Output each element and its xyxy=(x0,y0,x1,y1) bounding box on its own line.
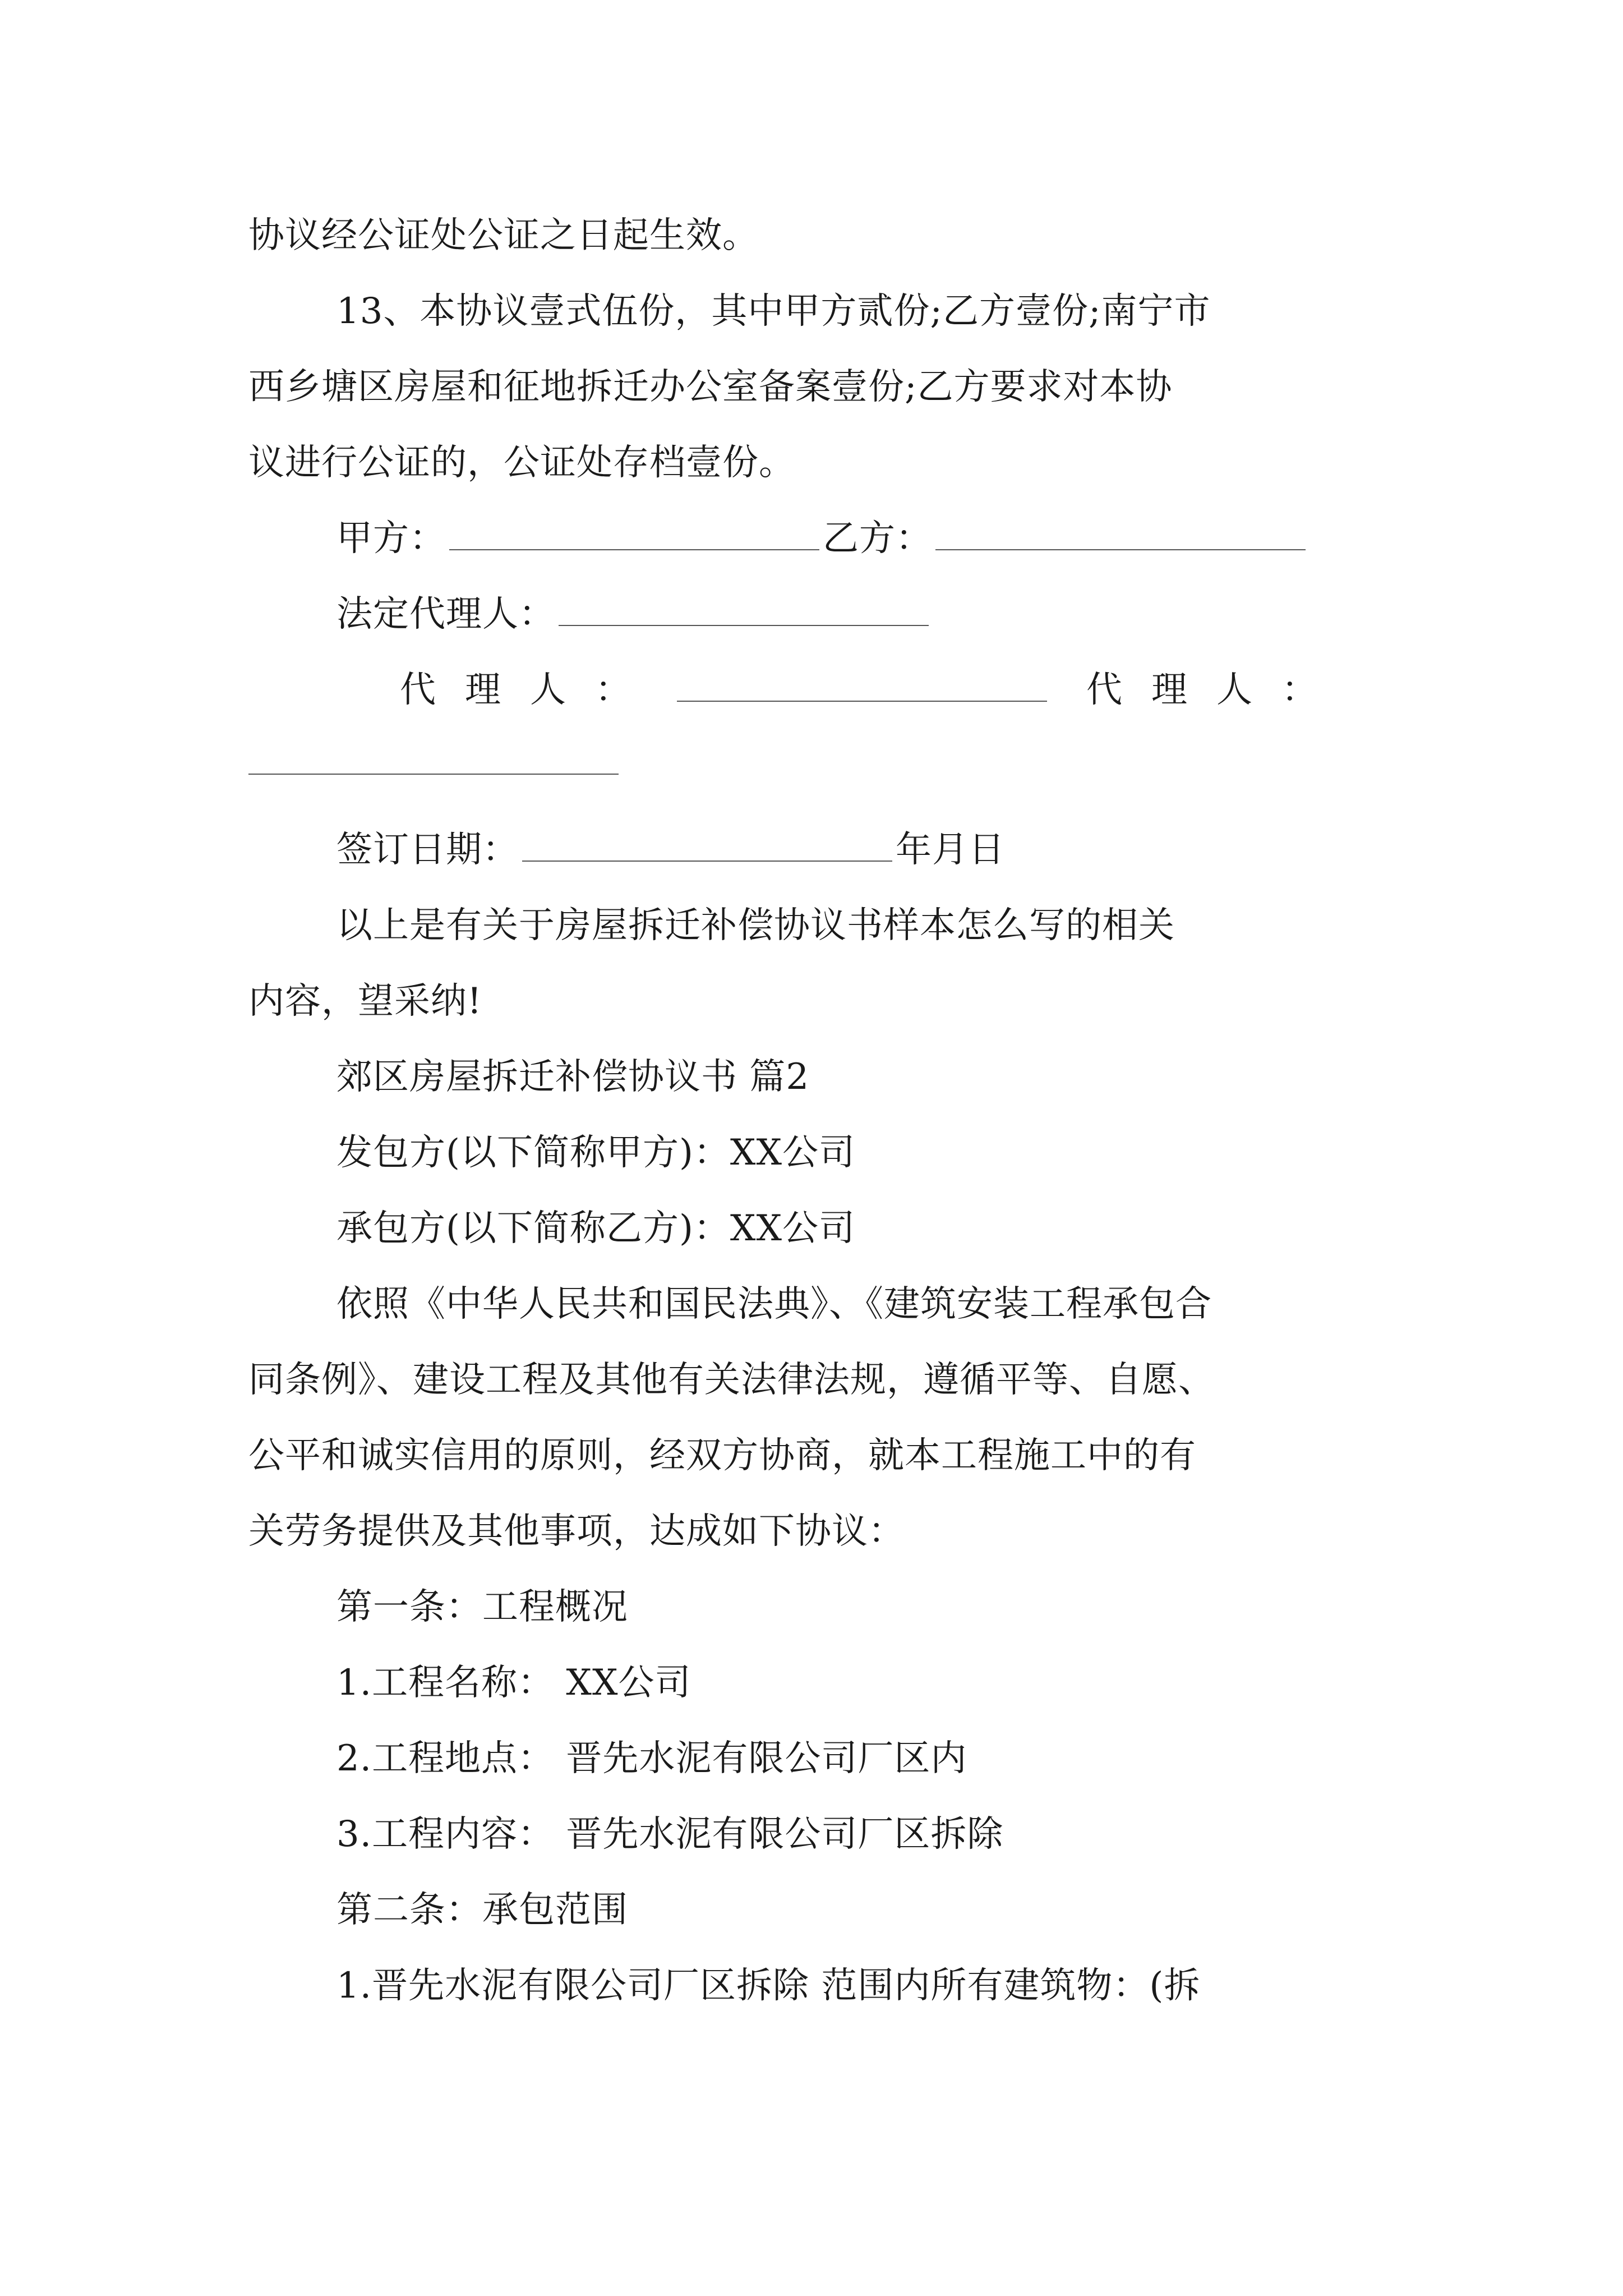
sign-date-label: 签订日期： xyxy=(336,829,519,871)
legal-rep-label: 法定代理人： xyxy=(336,593,555,635)
agent-left-blank xyxy=(677,701,1047,702)
agent-right-blank xyxy=(248,774,619,775)
closing-line: 内容，望采纳! xyxy=(248,981,482,1022)
preamble-line: 依照《中华人民共和国民法典》、《建筑安装工程承包合 xyxy=(336,1283,1212,1325)
paragraph-line: 协议经公证处公证之日起生效。 xyxy=(248,215,759,256)
article-item: 3.工程内容： 晋先水泥有限公司厂区拆除 xyxy=(336,1814,1004,1855)
preamble-line: 关劳务提供及其他事项，达成如下协议： xyxy=(248,1511,905,1552)
legal-rep-blank xyxy=(559,625,929,626)
sign-date-suffix: 年月日 xyxy=(896,829,1005,871)
employer-line: 发包方(以下简称甲方)：XX公司 xyxy=(336,1132,856,1174)
agent-label-right: 代理人： xyxy=(1086,669,1347,711)
agent-right-blank-line xyxy=(248,740,619,785)
party-b-label: 乙方： xyxy=(823,518,932,559)
party-signature-line xyxy=(336,516,1309,561)
party-a-blank xyxy=(449,549,819,550)
paragraph-line: 13、本协议壹式伍份，其中甲方贰份;乙方壹份;南宁市 xyxy=(336,291,1211,332)
preamble-line: 公平和诚实信用的原则，经双方协商，就本工程施工中的有 xyxy=(248,1435,1196,1476)
article-title: 第二条：承包范围 xyxy=(336,1889,628,1931)
agent-line xyxy=(400,668,1347,712)
section-title: 郊区房屋拆迁补偿协议书 篇2 xyxy=(336,1056,810,1098)
article-title: 第一条：工程概况 xyxy=(336,1586,628,1628)
sign-date-blank xyxy=(522,861,892,862)
agent-label-left: 代理人： xyxy=(400,669,660,711)
legal-rep-line xyxy=(336,592,932,637)
paragraph-line: 西乡塘区房屋和征地拆迁办公室备案壹份;乙方要求对本协 xyxy=(248,366,1173,408)
contractor-line: 承包方(以下简称乙方)：XX公司 xyxy=(336,1208,856,1249)
party-b-blank xyxy=(935,549,1306,550)
closing-line: 以上是有关于房屋拆迁补偿协议书样本怎么写的相关 xyxy=(336,905,1175,946)
article-item: 1.晋先水泥有限公司厂区拆除 范围内所有建筑物：(拆 xyxy=(336,1965,1201,2007)
paragraph-line: 议进行公证的，公证处存档壹份。 xyxy=(248,442,795,484)
article-item: 1.工程名称： XX公司 xyxy=(336,1662,691,1704)
preamble-line: 同条例》、建设工程及其他有关法律法规，遵循平等、自愿、 xyxy=(248,1359,1215,1401)
party-a-label: 甲方： xyxy=(336,518,446,559)
article-item: 2.工程地点： 晋先水泥有限公司厂区内 xyxy=(336,1738,967,1779)
sign-date-line xyxy=(336,827,1005,872)
